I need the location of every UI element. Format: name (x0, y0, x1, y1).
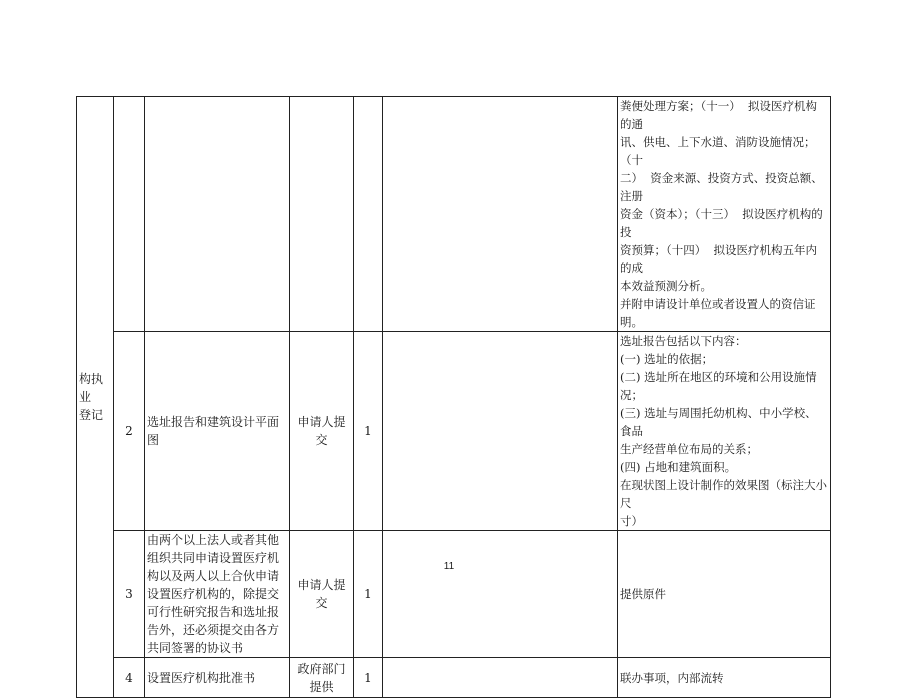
material-count (354, 97, 383, 332)
material-notes (618, 332, 831, 531)
note-line: (四) 占地和建筑面积。 (620, 460, 737, 474)
material-name: 由两个以上法人或者其他组织共同申请设置医疗机构以及两人以上合伙申请设置医疗机构的，除提交可行性研究报告和选址报告外，还必须提交由各方共同签署的协议书 (145, 531, 290, 658)
note-line: 寸） (620, 514, 643, 528)
material-requirement (383, 658, 618, 698)
row-number: 3 (114, 531, 145, 658)
row-number (114, 97, 145, 332)
table-row (77, 658, 831, 698)
category-line-2: 登记 (79, 408, 104, 422)
note-line: 二） 资金来源、投资方式、投资总额、注册 (620, 171, 823, 203)
materials-table (76, 96, 831, 698)
table-row (77, 97, 831, 332)
category-cell (77, 97, 114, 698)
note-line: 并附申请设计单位或者设置人的资信证明。 (620, 297, 816, 329)
category-line-1: 构执业 (79, 372, 104, 404)
table-row (77, 531, 831, 658)
table-row (77, 332, 831, 531)
note-line: 生产经营单位布局的关系； (620, 442, 758, 456)
note-line: 提供原件 (620, 587, 666, 601)
material-requirement (383, 97, 618, 332)
row-number: 4 (114, 658, 145, 698)
note-line: (二) 选址所在地区的环境和公用设施情况； (620, 370, 817, 402)
material-source: 申请人提交 (290, 332, 354, 531)
row-number: 2 (114, 332, 145, 531)
material-notes (618, 531, 831, 658)
material-name: 选址报告和建筑设计平面图 (145, 332, 290, 531)
note-line: 本效益预测分析。 (620, 279, 712, 293)
material-count: 1 (354, 332, 383, 531)
material-name (145, 97, 290, 332)
note-line: (一) 选址的依据； (620, 352, 714, 366)
material-notes (618, 658, 831, 698)
material-requirement (383, 531, 618, 658)
material-notes (618, 97, 831, 332)
note-line: 联办事项，内部流转 (620, 670, 724, 685)
material-source (290, 97, 354, 332)
material-source: 申请人提交 (290, 531, 354, 658)
material-name: 设置医疗机构批准书 (145, 658, 290, 698)
material-count: 1 (354, 658, 383, 698)
material-requirement (383, 332, 618, 531)
note-line: (三) 选址与周围托幼机构、中小学校、食品 (620, 406, 817, 438)
material-source: 政府部门提供 (290, 658, 354, 698)
note-line: 粪便处理方案；（十一） 拟设医疗机构的通 (620, 99, 818, 131)
material-count: 1 (354, 531, 383, 658)
note-line: 资预算；（十四） 拟设医疗机构五年内的成 (620, 243, 818, 275)
note-line: 选址报告包括以下内容： (620, 334, 747, 348)
note-line: 资金（资本）；（十三） 拟设医疗机构的投 (620, 207, 823, 239)
note-line: 讯、供电、上下水道、消防设施情况；（十 (620, 135, 816, 167)
note-line: 在现状图上设计制作的效果图（标注大小尺 (620, 478, 827, 510)
page-number: 11 (443, 561, 455, 572)
